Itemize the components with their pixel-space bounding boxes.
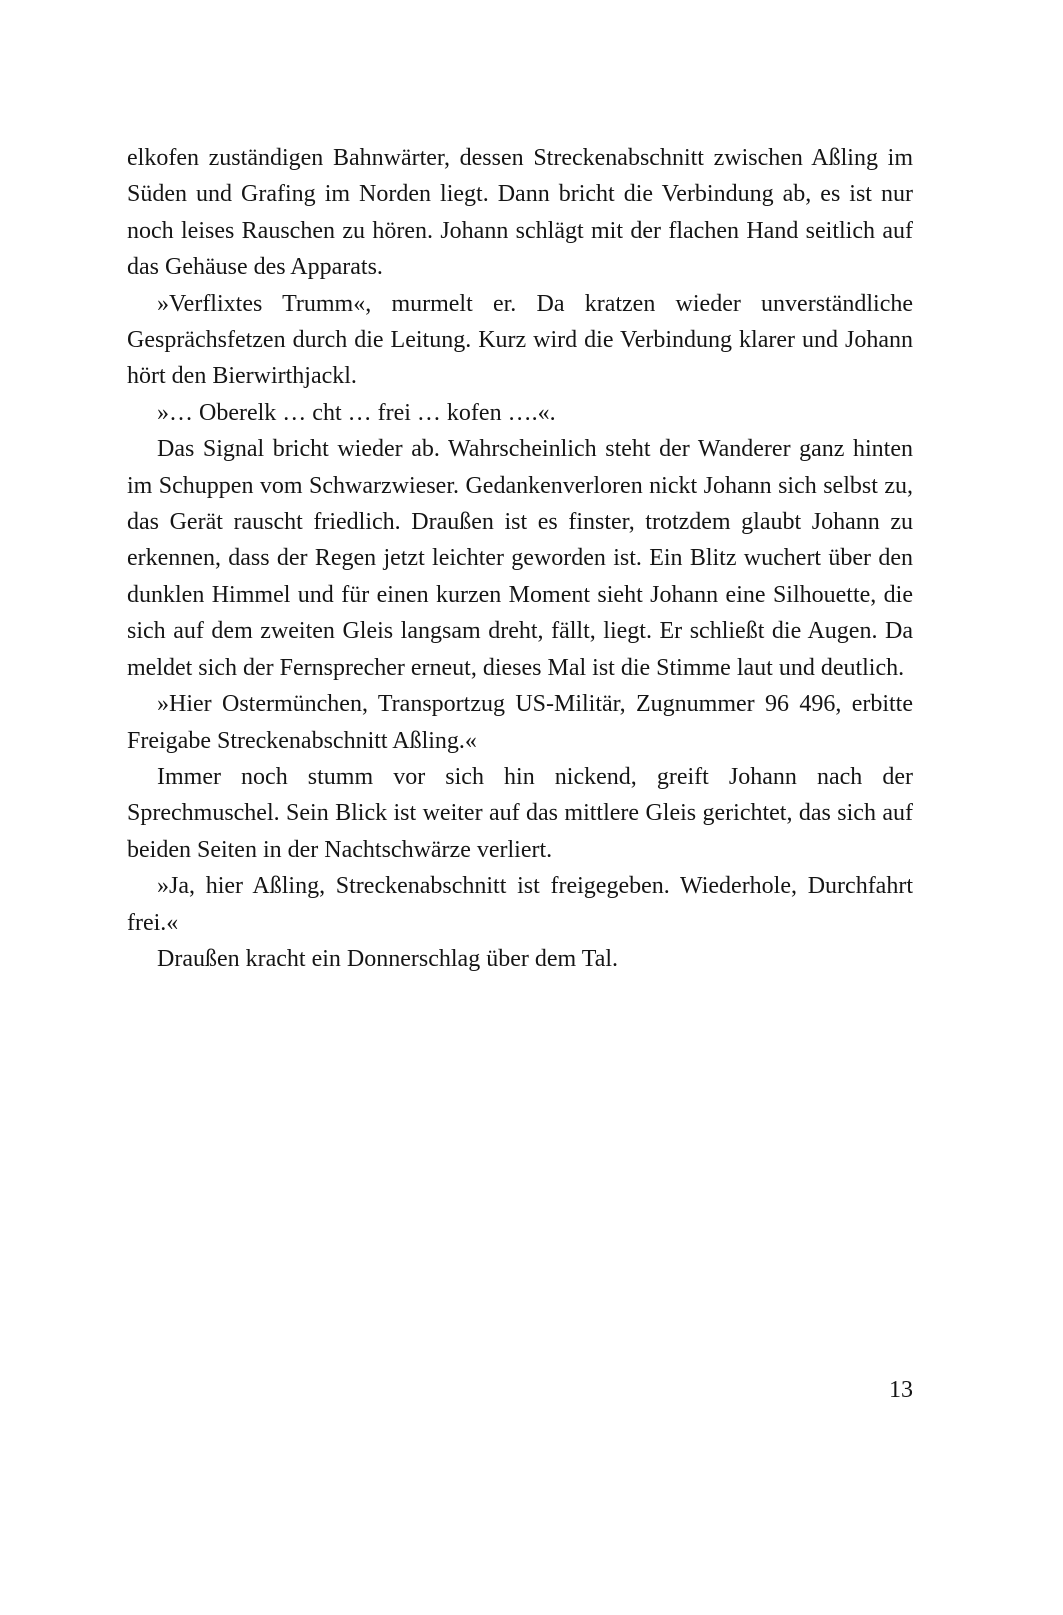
paragraph: »Ja, hier Aßling, Streckenabschnitt ist freigegeben. Wiederhole, Durchfahrt frei.« (127, 873, 913, 936)
paragraph: elkofen zuständigen Bahnwärter, dessen Streckenabschnitt zwischen Aßling im Süden und Grafing im Norden liegt. Dann bricht die Verbindung ab, es ist nur noch leises Rauschen zu hören. Johann schlägt mit der flachen Hand seitlich auf das Gehäuse des Apparats. (127, 145, 913, 281)
page-number: 13 (889, 1377, 913, 1403)
paragraph: Immer noch stumm vor sich hin nickend, greift Johann nach der Sprechmuschel. Sein Blick ist weiter auf das mittlere Gleis gerichtet, das sich auf beiden Seiten in der Nachtschwärze verliert. (127, 763, 913, 863)
paragraph: »… Oberelk … cht … frei … kofen ….«. (157, 399, 556, 426)
paragraph: »Verflixtes Trumm«, murmelt er. Da kratzen wieder unverständliche Gesprächsfetzen durch die Leitung. Kurz wird die Verbindung klarer und Johann hört den Bierwirthjackl. (127, 290, 913, 390)
paragraph: »Hier Ostermünchen, Transportzug US-Militär, Zugnummer 96 496, erbitte Freigabe Streckenabschnitt Aßling.« (127, 691, 913, 754)
body-text (127, 140, 913, 977)
paragraph: Das Signal bricht wieder ab. Wahrscheinlich steht der Wanderer ganz hinten im Schuppen vom Schwarzwieser. Gedankenverloren nickt Johann sich selbst zu, das Gerät rauscht friedlich. Draußen ist es finster, trotzdem glaubt Johann zu erkennen, dass der Regen jetzt leichter geworden ist. Ein Blitz wuchert über den dunklen Himmel und für einen kurzen Moment sieht Johann eine Silhouette, die sich auf dem zweiten Gleis langsam dreht, fällt, liegt. Er schließt die Augen. Da meldet sich der Fernsprecher erneut, dieses Mal ist die Stimme laut und deutlich. (127, 436, 913, 681)
paragraph: Draußen kracht ein Donnerschlag über dem Tal. (157, 945, 619, 972)
